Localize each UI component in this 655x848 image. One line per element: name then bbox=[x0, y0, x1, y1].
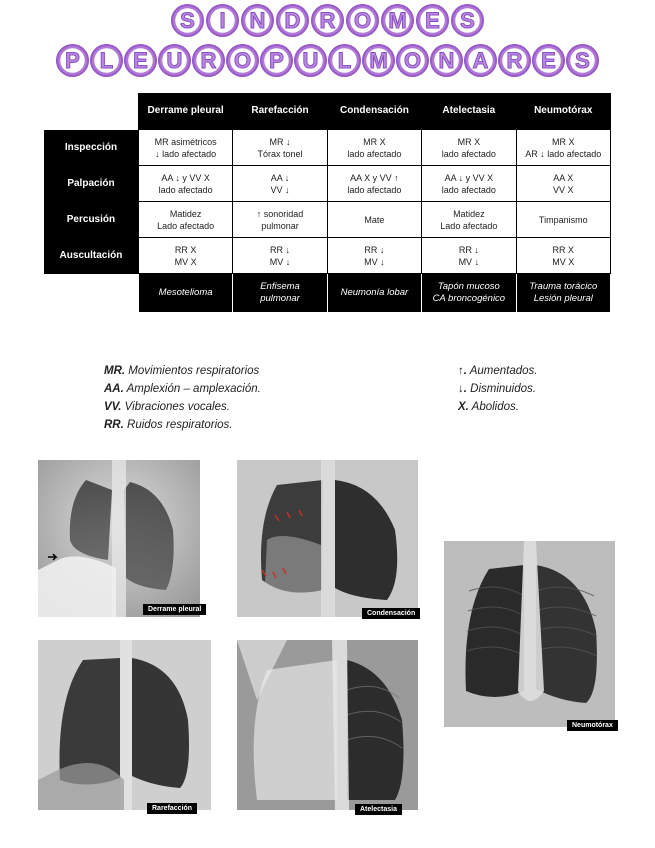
row-header: Palpación bbox=[44, 166, 138, 202]
legend-item bbox=[104, 362, 261, 380]
xray-rarefaccion bbox=[38, 640, 211, 810]
legend-item bbox=[458, 398, 538, 416]
cause-line: Tapón mucoso bbox=[437, 281, 500, 292]
cause-cell bbox=[138, 274, 232, 313]
table-cell bbox=[233, 130, 327, 166]
table-row bbox=[44, 202, 611, 238]
cell-line: pulmonar bbox=[261, 220, 299, 231]
title-letter-bubble: L bbox=[328, 44, 361, 77]
title-letter-bubble: O bbox=[396, 44, 429, 77]
cell-line: Mate bbox=[364, 214, 385, 225]
title-line-2 bbox=[0, 44, 655, 77]
legend-abbr: ↑. bbox=[458, 365, 467, 377]
title-letter-bubble: R bbox=[192, 44, 225, 77]
cell-line: lado afectado bbox=[347, 148, 402, 159]
cause-line: Trauma torácico bbox=[529, 281, 598, 292]
title-letter-bubble: O bbox=[346, 4, 379, 37]
legend-abbr: MR. bbox=[104, 365, 126, 377]
table-row bbox=[44, 130, 611, 166]
table-row-causes bbox=[44, 274, 611, 313]
cause-line: Lesión pleural bbox=[533, 293, 593, 304]
table-cell bbox=[327, 238, 421, 274]
cell-line: RR ↓ bbox=[364, 244, 385, 255]
col-header: Rarefacción bbox=[233, 93, 327, 130]
table-cell bbox=[138, 166, 232, 202]
cell-line: ↓ lado afectado bbox=[155, 148, 217, 159]
table-header-row bbox=[44, 93, 611, 130]
cell-line: MV ↓ bbox=[458, 256, 480, 267]
cell-line: MV X bbox=[552, 256, 575, 267]
cell-line: AA ↓ y VV X bbox=[161, 172, 210, 183]
title-letter-bubble: M bbox=[362, 44, 395, 77]
cell-line: MR X bbox=[457, 136, 481, 147]
legend-item bbox=[104, 398, 261, 416]
table-row bbox=[44, 238, 611, 274]
table-corner bbox=[44, 93, 138, 130]
table-cell bbox=[138, 238, 232, 274]
legend-text: Ruidos respiratorios. bbox=[123, 419, 233, 431]
cell-line: AR ↓ lado afectado bbox=[525, 148, 602, 159]
legend-abbr: VV. bbox=[104, 401, 122, 413]
table-cell bbox=[327, 130, 421, 166]
table-row bbox=[44, 166, 611, 202]
cell-line: Tórax tonel bbox=[257, 148, 303, 159]
legend-text: Abolidos. bbox=[468, 401, 519, 413]
cell-line: MR X bbox=[552, 136, 575, 147]
title-letter-bubble: E bbox=[532, 44, 565, 77]
syndromes-table bbox=[44, 93, 611, 312]
cell-line: RR X bbox=[174, 244, 197, 255]
cell-line: Matidez bbox=[169, 208, 202, 219]
xray-condensacion bbox=[237, 460, 418, 617]
col-header: Derrame pleural bbox=[138, 93, 232, 130]
legend-item bbox=[458, 380, 538, 398]
table-cell bbox=[516, 202, 610, 238]
cell-line: Lado afectado bbox=[440, 220, 498, 231]
table-cell bbox=[327, 202, 421, 238]
title-letter-bubble: U bbox=[158, 44, 191, 77]
xray-atelectasia bbox=[237, 640, 418, 810]
title-letter-bubble: U bbox=[294, 44, 327, 77]
cell-line: AA X bbox=[553, 172, 574, 183]
title-letter-bubble: R bbox=[311, 4, 344, 37]
xray-caption: Condensación bbox=[362, 608, 420, 619]
title-letter-bubble: O bbox=[226, 44, 259, 77]
title-letter-bubble: N bbox=[430, 44, 463, 77]
xray-caption: Rarefacción bbox=[147, 803, 197, 814]
xray-derrame-pleural bbox=[38, 460, 200, 617]
title-letter-bubble: L bbox=[90, 44, 123, 77]
legend-text: Aumentados. bbox=[466, 365, 538, 377]
table-cell bbox=[422, 238, 516, 274]
table-cell bbox=[422, 166, 516, 202]
table-cell bbox=[233, 202, 327, 238]
row-header: Auscultación bbox=[44, 238, 138, 274]
title-letter-bubble: E bbox=[416, 4, 449, 37]
cell-line: Matidez bbox=[453, 208, 485, 219]
legend-text: Vibraciones vocales. bbox=[121, 401, 230, 413]
cell-line: VV X bbox=[553, 184, 574, 195]
cause-line: Mesotelioma bbox=[158, 287, 213, 298]
legend-abbr: ↓. bbox=[458, 383, 467, 395]
table-cell bbox=[138, 202, 232, 238]
cause-cell bbox=[233, 274, 327, 313]
cell-line: RR ↓ bbox=[458, 244, 479, 255]
table-cell bbox=[233, 238, 327, 274]
col-header: Condensación bbox=[327, 93, 421, 130]
cause-cell bbox=[516, 274, 610, 313]
table-cell bbox=[422, 130, 516, 166]
legend-abbr: X. bbox=[458, 401, 469, 413]
title-letter-bubble: R bbox=[498, 44, 531, 77]
table-cell bbox=[516, 130, 610, 166]
cause-line: Enfisema bbox=[260, 281, 300, 292]
cell-line: MV X bbox=[174, 256, 197, 267]
table-cell bbox=[233, 166, 327, 202]
title-letter-bubble: S bbox=[566, 44, 599, 77]
legend-item bbox=[458, 362, 538, 380]
cell-line: MR ↓ bbox=[269, 136, 291, 147]
legend-text: Amplexión – amplexación. bbox=[123, 383, 261, 395]
legend-item bbox=[104, 416, 261, 434]
legend-abbreviations bbox=[104, 362, 261, 434]
legend-item bbox=[104, 380, 261, 398]
cell-line: ↑ sonoridad bbox=[256, 208, 304, 219]
table-cell bbox=[327, 166, 421, 202]
legend-text: Disminuidos. bbox=[466, 383, 536, 395]
cause-line: Neumonía lobar bbox=[340, 287, 409, 298]
table-corner-bottom bbox=[44, 274, 138, 313]
title-letter-bubble: E bbox=[124, 44, 157, 77]
cell-line: MV ↓ bbox=[364, 256, 385, 267]
title-line-1 bbox=[0, 4, 655, 37]
title-letter-bubble: P bbox=[56, 44, 89, 77]
legend-symbols bbox=[458, 362, 538, 416]
cell-line: lado afectado bbox=[158, 184, 213, 195]
table-cell bbox=[138, 130, 232, 166]
cell-line: RR X bbox=[552, 244, 575, 255]
cell-line: Lado afectado bbox=[157, 220, 215, 231]
col-header: Atelectasia bbox=[422, 93, 516, 130]
cell-line: VV ↓ bbox=[270, 184, 290, 195]
legend-abbr: AA. bbox=[104, 383, 124, 395]
xray-caption: Atelectasia bbox=[355, 804, 402, 815]
cell-line: RR ↓ bbox=[270, 244, 291, 255]
title-letter-bubble: S bbox=[451, 4, 484, 37]
table-cell bbox=[516, 238, 610, 274]
title-letter-bubble: P bbox=[260, 44, 293, 77]
xray-caption: Neumotórax bbox=[567, 720, 618, 731]
cell-line: AA ↓ bbox=[270, 172, 290, 183]
title-letter-bubble: A bbox=[464, 44, 497, 77]
title-letter-bubble: M bbox=[381, 4, 414, 37]
legend-text: Movimientos respiratorios bbox=[125, 365, 260, 377]
row-header: Percusión bbox=[44, 202, 138, 238]
cause-line: pulmonar bbox=[260, 293, 300, 304]
cell-line: lado afectado bbox=[441, 184, 496, 195]
cell-line: AA X y VV ↑ bbox=[350, 172, 399, 183]
cell-line: lado afectado bbox=[441, 148, 496, 159]
xray-caption: Derrame pleural bbox=[143, 604, 206, 615]
cause-cell bbox=[422, 274, 516, 313]
title-letter-bubble: I bbox=[206, 4, 239, 37]
legend-abbr: RR. bbox=[104, 419, 124, 431]
title-letter-bubble: S bbox=[171, 4, 204, 37]
cell-line: Timpanismo bbox=[538, 214, 588, 225]
xray-neumotorax bbox=[444, 541, 615, 727]
title-letter-bubble: D bbox=[276, 4, 309, 37]
cause-line: CA broncogénico bbox=[432, 293, 506, 304]
cell-line: AA ↓ y VV X bbox=[444, 172, 494, 183]
row-header: Inspección bbox=[44, 130, 138, 166]
table-cell bbox=[422, 202, 516, 238]
title-letter-bubble: N bbox=[241, 4, 274, 37]
cell-line: lado afectado bbox=[347, 184, 402, 195]
table-cell bbox=[516, 166, 610, 202]
cause-cell bbox=[327, 274, 421, 313]
cell-line: MV ↓ bbox=[269, 256, 291, 267]
cell-line: MR X bbox=[363, 136, 386, 147]
cell-line: MR asimétricos bbox=[154, 136, 217, 147]
col-header: Neumotórax bbox=[516, 93, 610, 130]
